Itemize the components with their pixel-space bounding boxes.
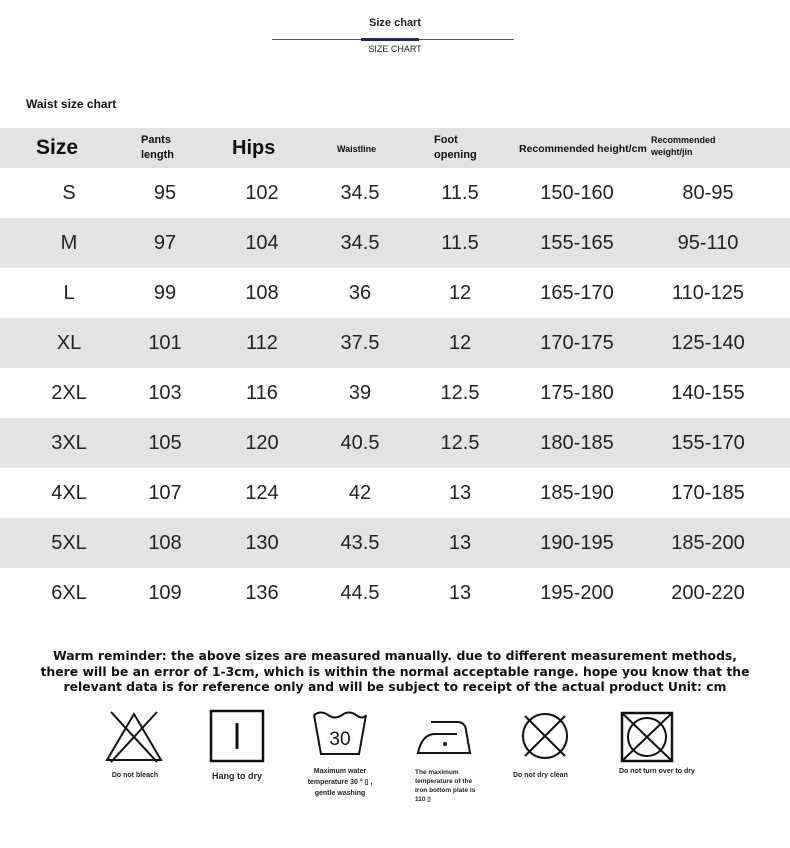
reminder-line-3: relevant data is for reference only and will be subject to receipt of the actual product Unit: cm (63, 679, 727, 694)
cell-pants-length: 108 (148, 531, 182, 554)
cell-hips: 124 (245, 481, 279, 504)
reminder-line-1: Warm reminder: the above sizes are measured manually. due to different measurement methods, (52, 648, 738, 663)
hang-to-dry-icon (208, 708, 266, 764)
section-title: Waist size chart (26, 97, 117, 111)
header-pants-length (141, 128, 201, 168)
cell-recommended-height: 180-185 (540, 431, 614, 454)
no-tumble-dry-icon (617, 708, 677, 766)
cell-waistline: 39 (348, 381, 372, 404)
cell-size: M (60, 231, 78, 254)
header-foot-opening (434, 128, 494, 168)
cell-recommended-weight: 185-200 (671, 531, 745, 554)
cell-size: 4XL (51, 481, 87, 504)
cell-foot-opening: 13 (448, 531, 472, 554)
care-do-not-tumble-dry (617, 708, 707, 775)
cell-hips: 102 (245, 181, 279, 204)
cell-pants-length: 105 (148, 431, 182, 454)
cell-pants-length: 95 (153, 181, 177, 204)
cell-waistline: 34.5 (340, 181, 380, 204)
header-recommended-weight (651, 128, 741, 168)
cell-waistline: 34.5 (340, 231, 380, 254)
cell-waistline: 42 (348, 481, 372, 504)
cell-recommended-weight: 200-220 (671, 581, 745, 604)
page-subtitle: SIZE CHART (368, 44, 422, 54)
cell-pants-length: 103 (148, 381, 182, 404)
cell-waistline: 40.5 (340, 431, 380, 454)
cell-size: XL (56, 331, 82, 354)
cell-hips: 120 (245, 431, 279, 454)
care-label-5: Do not dry clean (513, 772, 568, 779)
table-row (0, 168, 790, 218)
cell-pants-length: 97 (153, 231, 177, 254)
header-pants-line1: Pants (141, 134, 171, 146)
header-foot-line1: Foot (434, 134, 458, 146)
cell-recommended-height: 195-200 (540, 581, 614, 604)
header-waistline: Waistline (337, 144, 377, 154)
no-dry-clean-icon (517, 708, 573, 764)
cell-foot-opening: 12 (448, 281, 472, 304)
cell-recommended-weight: 140-155 (671, 381, 745, 404)
cell-size: 6XL (51, 581, 87, 604)
page-header (0, 0, 790, 70)
cell-recommended-height: 175-180 (540, 381, 614, 404)
table-body (0, 168, 790, 618)
care-label-3: Maximum water temperature 30 ° ▯ , gentle washing (307, 768, 373, 797)
cell-pants-length: 99 (153, 281, 177, 304)
care-do-not-bleach (104, 708, 194, 779)
cell-recommended-weight: 170-185 (671, 481, 745, 504)
reminder-line-2: there will be an error of 1-3cm, which is within the normal acceptable range. hope you know that the (40, 663, 750, 679)
header-recommended-height: Recommended height/cm (519, 143, 647, 155)
care-label-1: Do not bleach (111, 772, 159, 779)
cell-waistline: 36 (348, 281, 372, 304)
warm-reminder (10, 648, 780, 695)
cell-recommended-weight: 95-110 (677, 231, 739, 254)
header-foot-line2: opening (434, 149, 477, 161)
table-row (0, 568, 790, 618)
page-title: Size chart (369, 17, 421, 29)
cell-recommended-weight: 155-170 (671, 431, 745, 454)
cell-recommended-height: 155-165 (540, 231, 614, 254)
cell-pants-length: 101 (148, 331, 182, 354)
cell-recommended-weight: 125-140 (671, 331, 745, 354)
header-weight-line2: weight/jin (651, 147, 693, 157)
cell-pants-length: 107 (148, 481, 182, 504)
cell-size: 3XL (51, 431, 87, 454)
care-do-not-dry-clean (513, 708, 607, 779)
care-label-6: Do not turn over to dry (619, 768, 695, 775)
cell-hips: 136 (245, 581, 279, 604)
header-size: Size (36, 136, 79, 159)
care-label-2: Hang to dry (211, 771, 262, 781)
cell-foot-opening: 12 (448, 331, 472, 354)
cell-foot-opening: 12.5 (440, 431, 480, 454)
cell-recommended-height: 150-160 (540, 181, 614, 204)
cell-size: S (62, 181, 76, 204)
table-row (0, 468, 790, 518)
header-weight-line1: Recommended (651, 135, 716, 145)
table-row (0, 418, 790, 468)
no-bleach-icon (104, 708, 164, 766)
care-iron-110 (413, 708, 503, 803)
cell-foot-opening: 11.5 (441, 231, 479, 254)
header-accent-bar (361, 38, 419, 41)
wash-30-icon (311, 708, 369, 760)
cell-foot-opening: 11.5 (441, 181, 479, 204)
cell-waistline: 37.5 (340, 331, 380, 354)
care-hang-to-dry (208, 708, 298, 781)
cell-pants-length: 109 (148, 581, 182, 604)
header-pants-line2: length (141, 149, 174, 161)
cell-recommended-weight: 80-95 (682, 181, 734, 204)
cell-size: L (63, 281, 75, 304)
cell-recommended-height: 165-170 (540, 281, 614, 304)
cell-hips: 116 (246, 381, 278, 404)
wash-temperature-symbol: 30 (329, 729, 351, 750)
header-hips: Hips (232, 136, 276, 159)
cell-foot-opening: 12.5 (440, 381, 480, 404)
cell-hips: 108 (245, 281, 279, 304)
table-row (0, 268, 790, 318)
cell-waistline: 43.5 (340, 531, 380, 554)
cell-recommended-weight: 110-125 (672, 281, 744, 304)
table-row (0, 368, 790, 418)
table-row (0, 218, 790, 268)
cell-foot-opening: 13 (448, 581, 472, 604)
cell-size: 5XL (51, 531, 87, 554)
cell-recommended-height: 185-190 (540, 481, 614, 504)
care-label-4: The maximum temperature of the iron bottom plate is 110 ▯ (415, 769, 476, 803)
cell-hips: 104 (245, 231, 279, 254)
cell-waistline: 44.5 (340, 581, 380, 604)
cell-foot-opening: 13 (448, 481, 472, 504)
cell-hips: 130 (245, 531, 279, 554)
cell-recommended-height: 190-195 (540, 531, 614, 554)
cell-size: 2XL (51, 381, 87, 404)
iron-110-icon (413, 708, 473, 764)
care-wash-30 (307, 708, 401, 797)
cell-hips: 112 (246, 331, 278, 354)
table-header-row (0, 128, 790, 168)
cell-recommended-height: 170-175 (540, 331, 614, 354)
size-table (0, 128, 790, 618)
table-row (0, 318, 790, 368)
table-row (0, 518, 790, 568)
